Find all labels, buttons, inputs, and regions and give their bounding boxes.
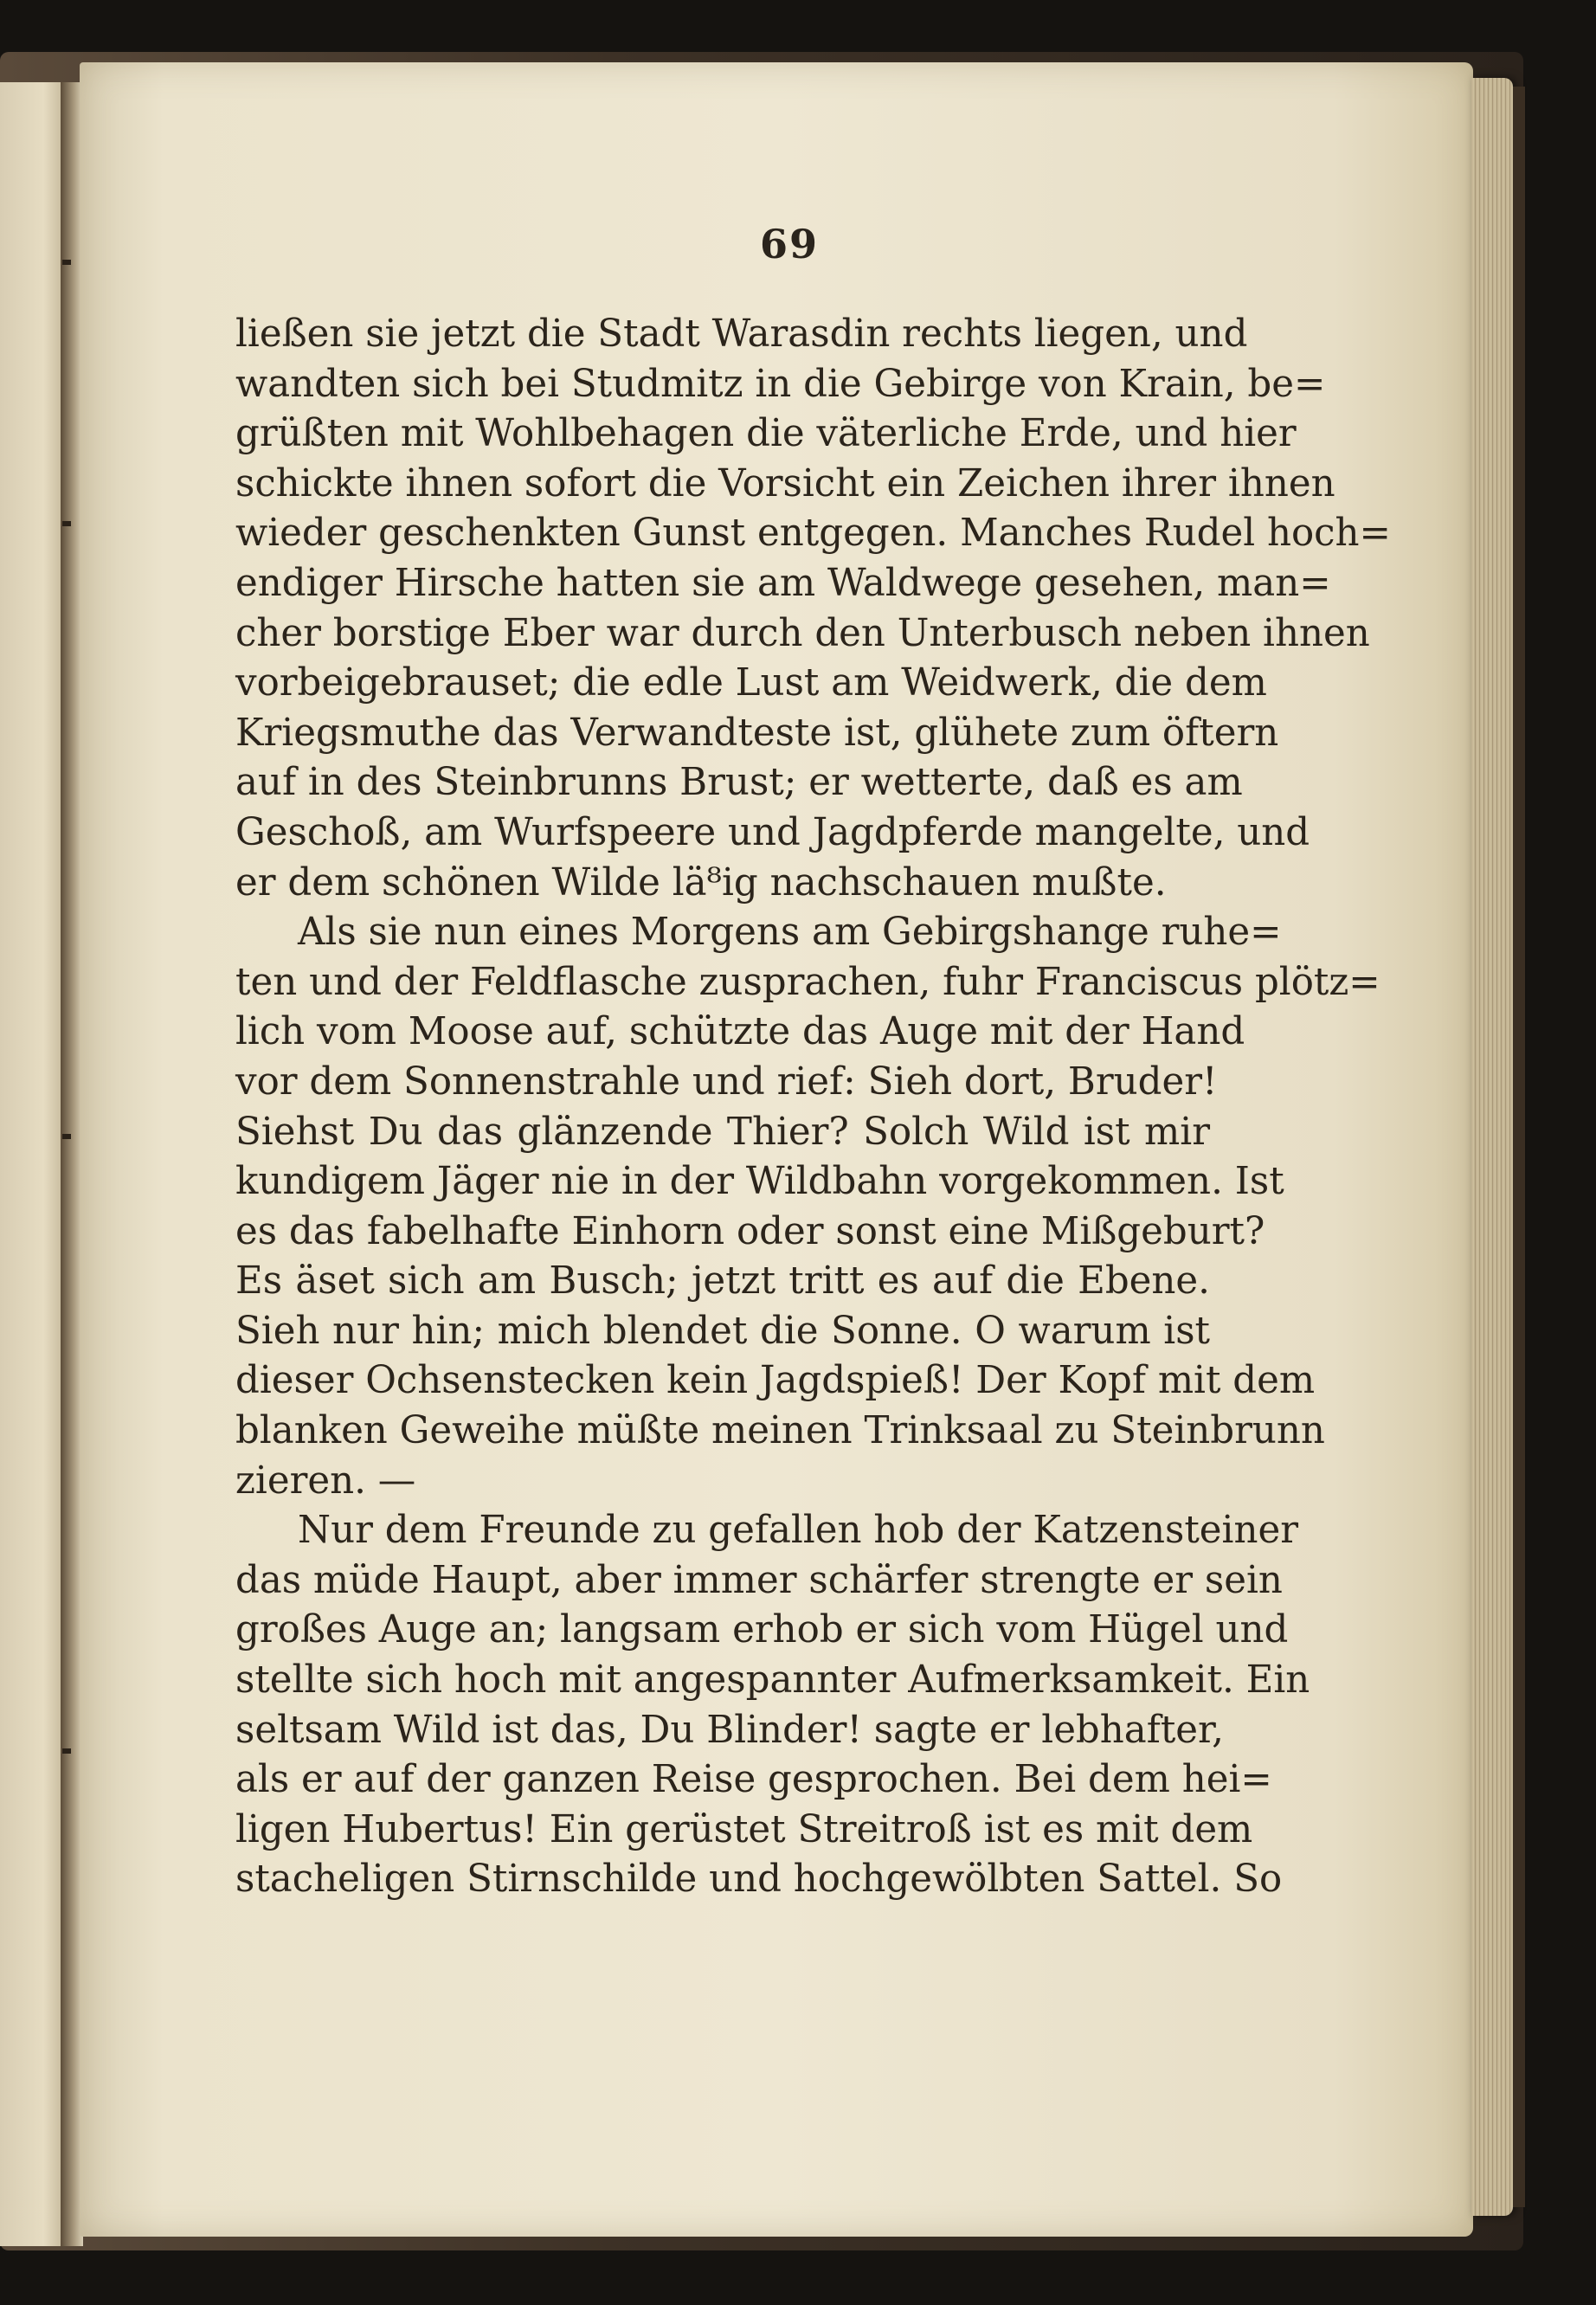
text-line: vor dem Sonnenstrahle und rief: Sieh dort, Bruder! — [235, 1059, 1218, 1104]
text-line: Als sie nun eines Morgens am Gebirgshange ruhe= — [298, 911, 1282, 955]
paragraph — [235, 310, 1391, 908]
text-line: Geschoß, am Wurfspeere und Jagdpferde mangelte, und — [235, 810, 1310, 854]
page-number-text: 69 — [759, 221, 819, 267]
text-line: dieser Ochsenstecken kein Jagdspieß! Der Kopf mit dem — [235, 1359, 1316, 1403]
text-line: auf in des Steinbrunns Brust; er wetterte, daß es am — [235, 761, 1243, 805]
margin-mark — [62, 1748, 71, 1754]
text-line: es das fabelhafte Einhorn oder sonst eine Mißgeburt? — [235, 1209, 1265, 1253]
previous-page-edge — [0, 82, 64, 2246]
text-line: das müde Haupt, aber immer schärfer strengte er sein — [235, 1558, 1283, 1602]
text-line: Nur dem Freunde zu gefallen hob der Katzensteiner — [298, 1509, 1299, 1553]
text-line: endiger Hirsche hatten sie am Waldwege gesehen, man= — [235, 561, 1331, 605]
text-line: lich vom Moose auf, schützte das Auge mit der Hand — [235, 1010, 1245, 1054]
text-line: stacheligen Stirnschilde und hochgewölbten Sattel. So — [235, 1858, 1283, 1902]
text-line: großes Auge an; langsam erhob er sich vom Hügel und — [235, 1608, 1289, 1652]
margin-mark — [62, 521, 71, 526]
text-line: vorbeigebrauset; die edle Lust am Weidwerk, die dem — [235, 661, 1267, 705]
text-line: ligen Hubertus! Ein gerüstet Streitroß ist es mit dem — [235, 1807, 1253, 1851]
text-line: schickte ihnen sofort die Vorsicht ein Zeichen ihrer ihnen — [235, 461, 1335, 505]
text-line: stellte sich hoch mit angespannter Aufmerksamkeit. Ein — [235, 1658, 1310, 1703]
paragraph — [235, 1506, 1310, 1905]
text-line: seltsam Wild ist das, Du Blinder! sagte er lebhafter, — [235, 1708, 1224, 1752]
text-line: er dem schönen Wilde lä⁸ig nachschauen mußte. — [235, 860, 1167, 905]
text-line: zieren. — — [235, 1458, 416, 1503]
text-line: als er auf der ganzen Reise gesprochen. Bei dem hei= — [235, 1758, 1272, 1802]
text-line: wieder geschenkten Gunst entgegen. Manches Rudel hoch= — [235, 512, 1391, 556]
body-text — [235, 310, 1391, 1905]
text-line: cher borstige Eber war durch den Unterbusch neben ihnen — [235, 611, 1370, 655]
text-line: kundigem Jäger nie in der Wildbahn vorgekommen. Ist — [235, 1160, 1284, 1204]
paragraph — [235, 908, 1380, 1506]
text-line: ten und der Feldflasche zusprachen, fuhr Franciscus plötz= — [235, 960, 1380, 1004]
text-line: ließen sie jetzt die Stadt Warasdin rechts liegen, und — [235, 312, 1248, 356]
margin-mark — [62, 1134, 71, 1139]
text-line: Sieh nur hin; mich blendet die Sonne. O warum ist — [235, 1309, 1210, 1353]
page-number — [0, 221, 1596, 267]
text-line: grüßten mit Wohlbehagen die väterliche Erde, und hier — [235, 412, 1297, 456]
cover-edge — [1513, 87, 1525, 2207]
text-line: blanken Geweihe müßte meinen Trinksaal zu Steinbrunn — [235, 1409, 1325, 1453]
text-line: Siehst Du das glänzende Thier? Solch Wild ist mir — [235, 1110, 1210, 1154]
text-line: Kriegsmuthe das Verwandteste ist, glühete zum öftern — [235, 711, 1279, 755]
page-stack-edge — [1471, 78, 1513, 2216]
text-line: Es äset sich am Busch; jetzt tritt es auf die Ebene. — [235, 1259, 1210, 1304]
text-line: wandten sich bei Studmitz in die Gebirge von Krain, be= — [235, 362, 1326, 406]
